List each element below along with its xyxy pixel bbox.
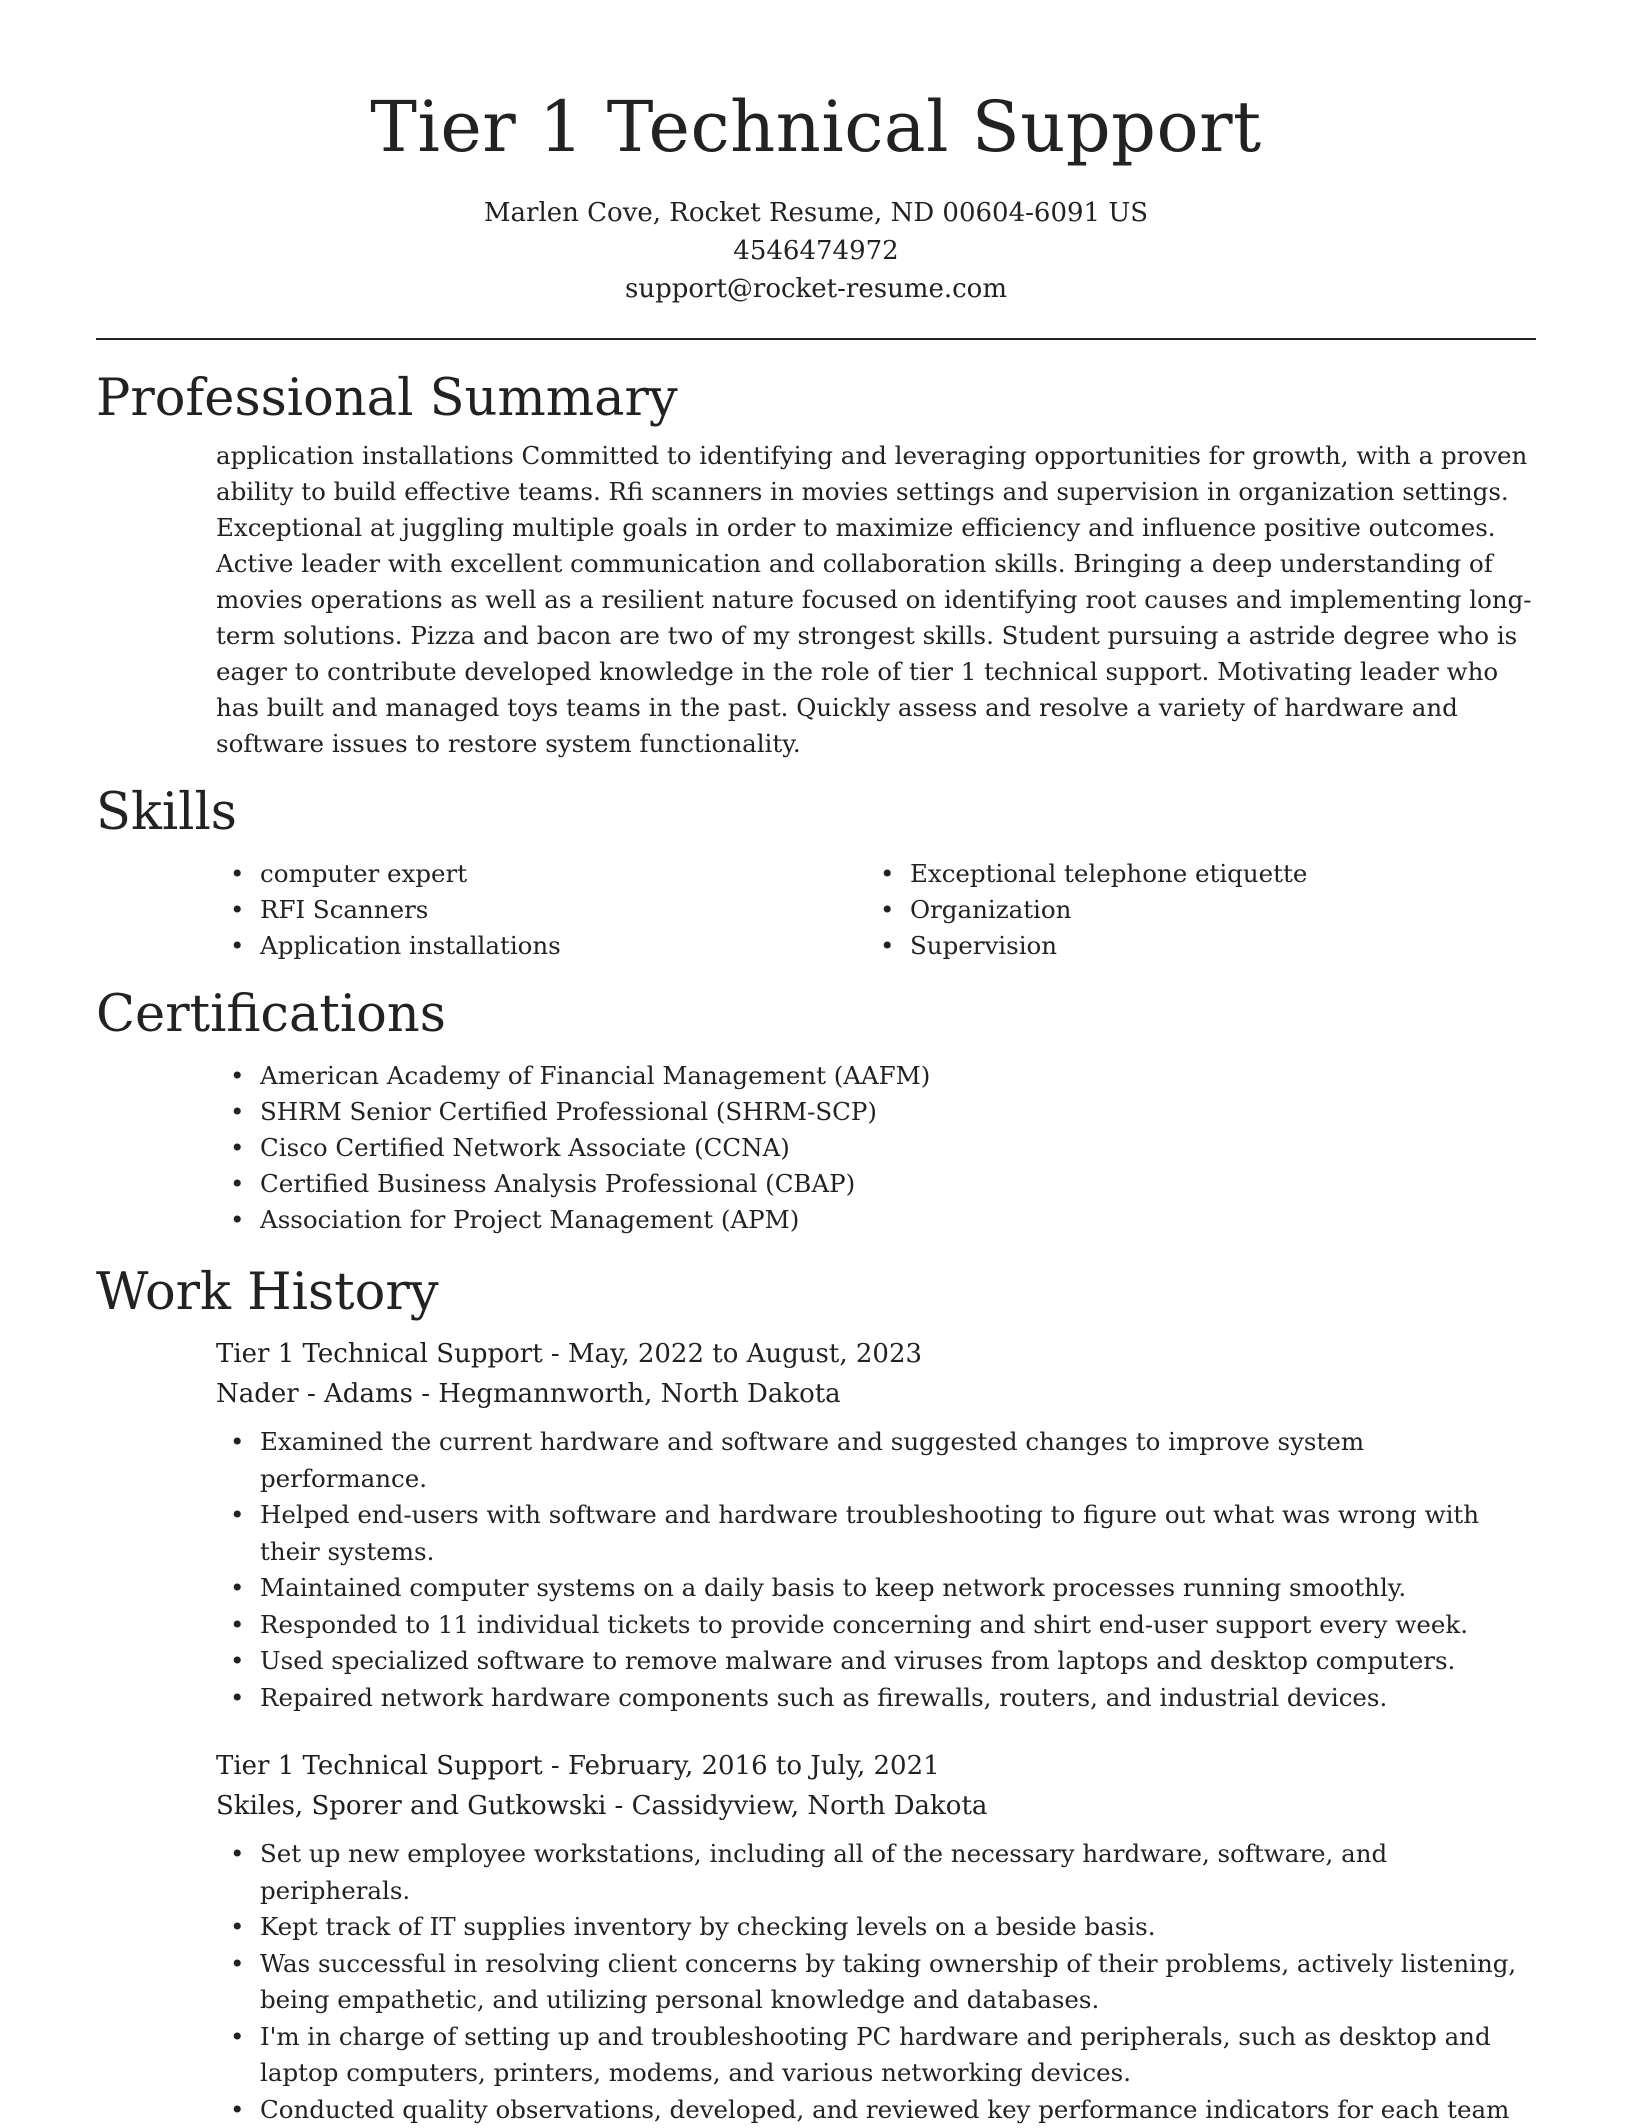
skill-item: • RFI Scanners [216,892,866,928]
job-duty-item: • Kept track of IT supplies inventory by checking levels on a beside basis. [216,1909,1536,1946]
job-title-line [216,1334,1536,1374]
job-duty-item: • Examined the current hardware and software and suggested changes to improve system performance. [216,1424,1536,1497]
certification-item: • Certified Business Analysis Professional (CBAP) [216,1166,1536,1202]
summary-heading: Professional Summary [96,368,1536,430]
job-title-line [216,1746,1536,1786]
skills-list [216,856,1536,964]
certifications-heading: Certifications [96,984,1536,1046]
job-company-line [216,1374,1536,1414]
job-duty-item: • I'm in charge of setting up and troubleshooting PC hardware and peripherals, such as desktop and laptop computers, printers, modems, and various networking devices. [216,2019,1536,2092]
skill-item: • Application installations [216,928,866,964]
resume-header [96,0,1536,308]
job-dates: - May, 2022 to August, 2023 [543,1339,922,1369]
job-location: - Hegmannworth, North Dakota [413,1379,841,1409]
work-history-section [96,1262,1536,2128]
job-title: Tier 1 Technical Support [216,1339,543,1369]
certifications-section [96,984,1536,1238]
certification-item: • Association for Project Management (APM) [216,1202,1536,1238]
job-duty-item: • Conducted quality observations, developed, and reviewed key performance indicators for each team [216,2092,1536,2128]
certification-item: • Cisco Certified Network Associate (CCNA) [216,1130,1536,1166]
skills-column-right [866,856,1516,964]
work-history-heading: Work History [96,1262,1536,1324]
certification-item: • American Academy of Financial Management (AAFM) [216,1058,1536,1094]
contact-address: Marlen Cove, Rocket Resume, ND 00604-6091 US [96,194,1536,232]
job-duty-item: • Was successful in resolving client concerns by taking ownership of their problems, actively listening, being empathetic, and utilizing personal knowledge and databases. [216,1946,1536,2019]
skills-section [96,782,1536,964]
job-location: - Cassidyview, North Dakota [606,1791,987,1821]
skill-item: • Exceptional telephone etiquette [866,856,1516,892]
skill-item: • computer expert [216,856,866,892]
skill-item: • Supervision [866,928,1516,964]
resume-page [96,0,1536,2128]
resume-title: Tier 1 Technical Support [96,82,1536,172]
contact-phone: 4546474972 [96,232,1536,270]
certifications-list [216,1058,1536,1238]
skill-item: • Organization [866,892,1516,928]
certification-item: • SHRM Senior Certified Professional (SHRM-SCP) [216,1094,1536,1130]
skills-column-left [216,856,866,964]
job-title: Tier 1 Technical Support [216,1751,543,1781]
contact-info [96,194,1536,308]
header-divider [96,338,1536,340]
contact-email: support@rocket-resume.com [96,270,1536,308]
job-duty-item: • Repaired network hardware components such as firewalls, routers, and industrial devices. [216,1680,1536,1717]
job-company-line [216,1786,1536,1826]
summary-section [96,368,1536,762]
job-duty-item: • Maintained computer systems on a daily basis to keep network processes running smoothly. [216,1570,1536,1607]
job-duties-list [96,1424,1536,1716]
job-duty-item: • Responded to 11 individual tickets to provide concerning and shirt end-user support every week. [216,1607,1536,1644]
skills-heading: Skills [96,782,1536,844]
job-entry [216,1746,1536,2128]
job-company: Nader - Adams [216,1379,413,1409]
job-entry [216,1334,1536,1716]
job-duty-item: • Set up new employee workstations, including all of the necessary hardware, software, and peripherals. [216,1836,1536,1909]
job-duty-item: • Helped end-users with software and hardware troubleshooting to figure out what was wrong with their systems. [216,1497,1536,1570]
job-duty-item: • Used specialized software to remove malware and viruses from laptops and desktop computers. [216,1643,1536,1680]
job-duties-list [96,1836,1536,2128]
summary-text: application installations Committed to identifying and leveraging opportunities for growth, with a proven ability to build effective teams. Rfi scanners in movies settings and supervision in organization settings. Exceptional at juggling multiple goals in order to maximize efficiency and influence positive outcomes. Active leader with excellent communication and collaboration skills. Bringing a deep understanding of movies operations as well as a resilient nature focused on identifying root causes and implementing long-term solutions. Pizza and bacon are two of my strongest skills. Student pursuing a astride degree who is eager to contribute developed knowledge in the role of tier 1 technical support. Motivating leader who has built and managed toys teams in the past. Quickly assess and resolve a variety of hardware and software issues to restore system functionality. [216,438,1536,762]
job-company: Skiles, Sporer and Gutkowski [216,1791,606,1821]
job-dates: - February, 2016 to July, 2021 [543,1751,940,1781]
